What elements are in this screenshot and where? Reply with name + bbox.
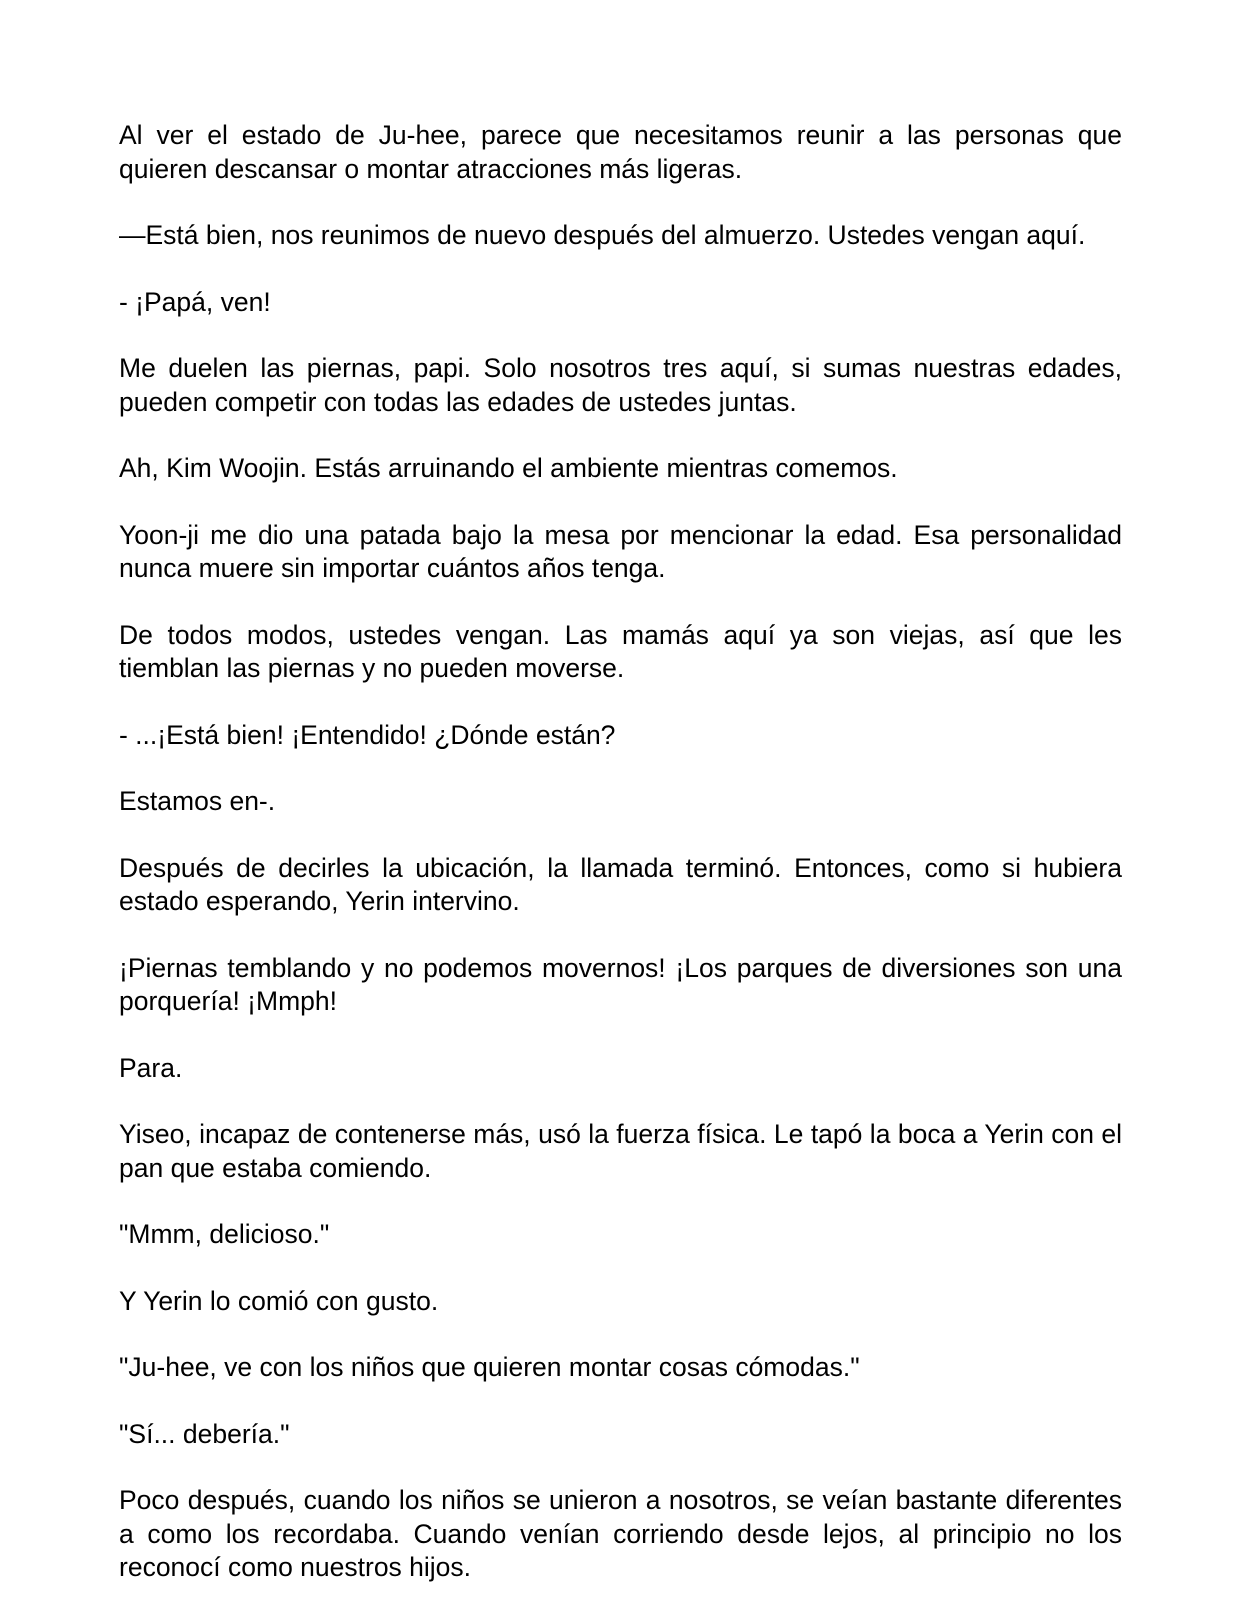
paragraph: "Mmm, delicioso." — [119, 1219, 330, 1249]
paragraph: - ...¡Está bien! ¡Entendido! ¿Dónde están? — [119, 719, 616, 750]
paragraph: ¡Piernas temblando y no podemos movernos! ¡Los parques de diversiones son una porquería! ¡Mmph! — [119, 952, 1122, 1016]
paragraph: De todos modos, ustedes vengan. Las mamás aquí ya son viejas, así que les tiemblan las piernas y no pueden moverse. — [119, 619, 1122, 683]
paragraph: Después de decirles la ubicación, la llamada terminó. Entonces, como si hubiera estado esperando, Yerin intervino. — [119, 852, 1122, 916]
paragraph: Me duelen las piernas, papi. Solo nosotros tres aquí, si sumas nuestras edades, pueden competir con todas las edades de ustedes juntas. — [119, 353, 1122, 417]
paragraph: "Ju-hee, ve con los niños que quieren montar cosas cómodas." — [119, 1352, 860, 1382]
paragraph: —Está bien, nos reunimos de nuevo después del almuerzo. Ustedes vengan aquí. — [119, 220, 1086, 250]
paragraph: - ¡Papá, ven! — [119, 286, 271, 317]
paragraph: Ah, Kim Woojin. Estás arruinando el ambiente mientras comemos. — [119, 453, 898, 483]
paragraph: Poco después, cuando los niños se unieron a nosotros, se veían bastante diferentes a como los recordaba. Cuando venían corriendo desde lejos, al principio no los reconocí como nuestros hijos. — [119, 1485, 1122, 1582]
document-body — [119, 119, 1122, 1585]
paragraph: "Sí... debería." — [119, 1418, 290, 1449]
paragraph: Al ver el estado de Ju-hee, parece que necesitamos reunir a las personas que quieren descansar o montar atracciones más ligeras. — [119, 120, 1122, 184]
paragraph: Para. — [119, 1052, 183, 1083]
paragraph: Yoon-ji me dio una patada bajo la mesa por mencionar la edad. Esa personalidad nunca muere sin importar cuántos años tenga. — [119, 519, 1122, 583]
paragraph: Yiseo, incapaz de contenerse más, usó la fuerza física. Le tapó la boca a Yerin con el pan que estaba comiendo. — [119, 1119, 1122, 1183]
paragraph: Y Yerin lo comió con gusto. — [119, 1285, 439, 1316]
paragraph: Estamos en-. — [119, 786, 276, 816]
